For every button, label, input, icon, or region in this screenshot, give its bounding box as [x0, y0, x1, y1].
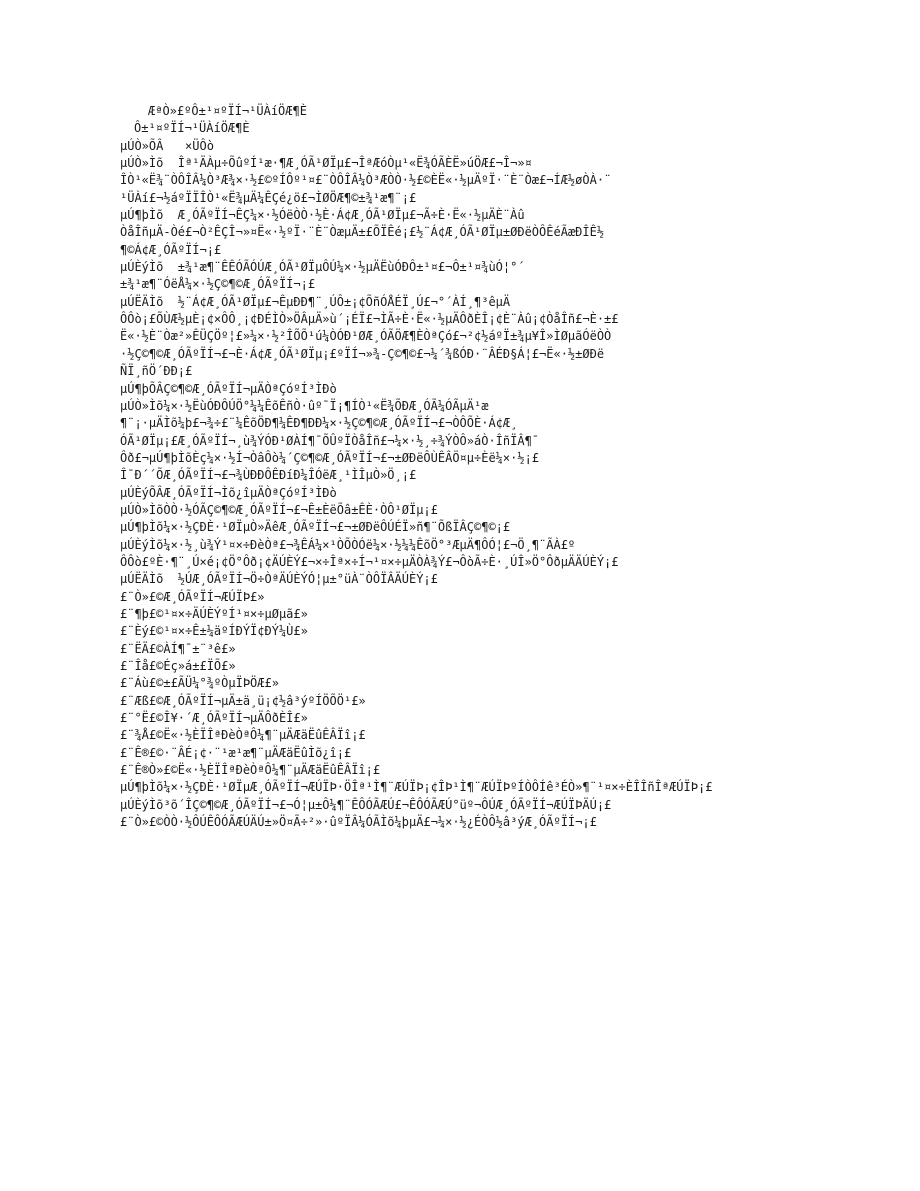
- paragraph-line: µÚÈýÌõ ±¾¹æ¶¨ÊÊÓÃÓÚÆ¸ÓÃ¹ØÏµÔÚ¼×·½µÄËùÓÐÔ±¹¤£¬Ô±¹¤¾ùÓ¦°´: [120, 260, 525, 275]
- list-item: £¨Áù£©±£ÃÜ¼°¾ºÒµÏÞÖÆ£»: [120, 676, 279, 691]
- list-item: £¨Ò»£©Æ¸ÓÃºÏÍ¬ÆÚÏÞ£»: [120, 589, 265, 604]
- paragraph-line: ¹ÜÀí£¬½áºÏÏÎÒ¹«Ë¾µÄ¼ÊÇé¿ö£¬ÌØÖÆ¶©±¾¹æ¶¨¡£: [120, 190, 417, 205]
- chapter-heading: µÚÈýÕÂÆ¸ÓÃºÏÍ¬Ìõ¿îµÄÒªÇóºÍ³ÌÐò: [120, 485, 337, 500]
- document-subtitle: Ô±¹¤ºÏÍ¬¹ÜÀíÖÆ¶È: [134, 121, 250, 136]
- paragraph-line: ±¾¹æ¶¨ÓëÅ¼×·½Ç©¶©Æ¸ÓÃºÏÍ¬¡£: [120, 277, 316, 292]
- list-item: £¨Ê®£©·¨ÂÉ¡¢·¨¹æ¹æ¶¨µÄÆäËûÌõ¿î¡£: [120, 745, 352, 760]
- list-item: £¨ËÄ£©ÀÍ¶¯±¨³ê£»: [120, 641, 236, 656]
- paragraph-line: ÑÏ¸ñÖ´ÐÐ¡£: [120, 364, 193, 379]
- chapter-heading: µÚ¶þÕÂÇ©¶©Æ¸ÓÃºÏÍ¬µÄÒªÇóºÍ³ÌÐò: [120, 381, 337, 396]
- list-item: £¨¶þ£©¹¤×÷ÄÚÈÝºÍ¹¤×÷µØµã£»: [120, 606, 308, 621]
- paragraph-line: ÎÒ¹«Ë¾¨ÒÔÎÂ¼Ò³Æ¾×·½£©ºÍÔº¹¤£¨ÒÔÎÂ¼Ò³ÆÒÒ·½£©ÈË«·½µÄºÏ·¨È¨Òæ£¬ÍÆ½øÒÀ·¨: [120, 173, 612, 188]
- paragraph-line: Ôð£¬µÚ¶þÌõÈç¼×·½Í¬ÒâÔò¼´Ç©¶©Æ¸ÓÃºÏÍ¬£¬±ØÐëÔÙÊÂÖ¤µ÷Èë¼×·½¡£: [120, 450, 540, 465]
- paragraph-line: µÚÒ»Ìõ¼×·½ËùÓÐÔÚÖ°¼¼ÊõÊñÒ·ûº¯Ï¡¶ÍÒ¹«Ë¾ÕÐÆ¸ÓÃ¼ÓÃµÄ¹æ: [120, 398, 489, 413]
- list-item: £¨°Ë£©Î¥·´Æ¸ÓÃºÏÍ¬µÄÔðÈÎ£»: [120, 711, 308, 726]
- paragraph-line: ÓÃ¹ØÏµ¡£Æ¸ÓÃºÏÍ¬¸ù¾ÝÓÐ¹ØÀÍ¶¯ÕÛºÏÒåÎñ£¬¼×·½¸÷¾ÝÒÔ»áÒ·ÎñÏÂ¶¯: [120, 433, 540, 448]
- paragraph-line: µÚÒ»Ìõ Îª¹ÄÀµ÷ÕûºÍ¹æ·¶Æ¸ÓÃ¹ØÏµ£¬ÎªÆóÒµ¹«Ë¾ÓÃÈË»úÖÆ£¬Î¬»¤: [120, 156, 532, 171]
- paragraph-line: ÒåÎñµÄ-Òé£¬Ò²ÊÇÎ¬»¤Ë«·½ºÏ·¨È¨ÒæµÄ±£ÕÏÊé¡£½¨Á¢Æ¸ÓÃ¹ØÏµ±ØÐëÒÔÊéÃæÐÎÊ½: [120, 225, 605, 240]
- paragraph-line: µÚ¶þÌõ¼×·½ÇÐÈ·¹ØÏµÆ¸ÓÃºÏÍ¬ÆÚÏÞ·ÖÎª¹Ì¶¨ÆÚÏÞ¡¢ÎÞ¹Ì¶¨ÆÚÏÞºÍÒÔÍê³ÉÒ»¶¨¹¤×÷ÈÎÎñÎªÆÚÏÞ¡£: [120, 780, 713, 795]
- chapter-heading: µÚÒ»ÕÂ ×ÜÔò: [120, 138, 214, 153]
- paragraph-line: Ë«·½È¨Òæ²»ÊÜÇÖº¦£»¼×·½²ÎÕÕ¹ú¼ÒÓÐ¹ØÆ¸ÓÃÖÆ¶ÈÒªÇó£¬²¢½áºÏ±¾µ¥Î»ÌØµãÓëÒÒ: [120, 329, 612, 344]
- paragraph-line: ¶©Á¢Æ¸ÓÃºÏÍ¬¡£: [120, 242, 222, 257]
- list-item: £¨¾Å£©Ë«·½ÈÏÎªÐèÒªÔ¼¶¨µÄÆäËûÊÂÏî¡£: [120, 728, 366, 743]
- list-item: £¨Îå£©Éç»á±£ÏÕ£»: [120, 659, 236, 673]
- paragraph-line: µÚÈýÌõ³õ´ÎÇ©¶©Æ¸ÓÃºÏÍ¬£¬Ó¦µ±Ô¼¶¨ÊÔÓÃÆÚ£¬ÊÔÓÃÆÚ°üº¬ÔÚÆ¸ÓÃºÏÍ¬ÆÚÏÞÄÚ¡£: [120, 797, 612, 812]
- paragraph-line: µÚÈýÌõ¼×·½¸ù¾Ý¹¤×÷ÐèÒª£¬¾ÊÁ¼×¹ÒÕÒÓë¼×·½¼¼ÊõÖ°³ÆµÄ¶ÔÓ¦£¬Ö¸¶¨ÃÀ£º: [120, 537, 576, 552]
- paragraph-line: ÔÔò£ºÈ·¶¨¸Ú×é¡¢Ö°Ôð¡¢ÄÚÈÝ£¬×÷Îª×÷Í¬¹¤×÷µÄÒÀ¾Ý£¬ÔòÃ÷È·¸ÚÎ»Ö°ÔðµÄÄÚÈÝ¡£: [120, 554, 619, 569]
- paragraph-line: µÚ¶þÌõ Æ¸ÓÃºÏÍ¬ÊÇ¼×·½ÓëÒÒ·½È·Á¢Æ¸ÓÃ¹ØÏµ£¬Ã÷È·Ë«·½µÄÈ¨Àû: [120, 208, 525, 223]
- paragraph-line: ÔÔò¡£ÕÙÆ½µÈ¡¢×ÔÔ¸¡¢ÐÉÌÒ»ÖÂµÄ»ù´¡ÉÏ£¬ÌÃ÷È·Ë«·½µÄÔðÈÎ¡¢È¨Àû¡¢ÒåÎñ£¬È·±£: [120, 312, 619, 327]
- paragraph-line: ¶¨¡·µÄÌõ¼þ£¬¾÷£¨¼ÊõÖÐ¶¼ÊÐ¶ÐÐ¼×·½Ç©¶©Æ¸ÓÃºÏÍ¬£¬ÒÔÕÈ·Á¢Æ¸: [120, 416, 518, 431]
- document-title: ÆªÒ»£ºÔ±¹¤ºÏÍ¬¹ÜÀíÖÆ¶È: [148, 104, 307, 118]
- paragraph-line: µÚÒ»ÌõÒÒ·½ÓÃÇ©¶©Æ¸ÓÃºÏÍ¬£¬Ê±ÈëÕâ±ÊÈ·ÒÔ¹ØÏµ¡£: [120, 502, 438, 517]
- list-item: £¨Èý£©¹¤×÷Ê±¼äºÍÐÝÏ¢ÐÝ¼Ù£»: [120, 624, 308, 639]
- paragraph-line: µÚËÄÌõ ½¨Á¢Æ¸ÓÃ¹ØÏµ£¬ÊµÐÐ¶¨¸ÚÔ±¡¢ÕñÓÅÉÏ¸Ú£¬°´ÀÍ¸¶³êµÄ: [120, 294, 511, 309]
- paragraph-line: ·½Ç©¶©Æ¸ÓÃºÏÍ¬£¬È·Á¢Æ¸ÓÃ¹ØÏµ¡£ºÏÍ¬»¾-Ç©¶©£¬¼´¾ßÓÐ·¨ÂÉÐ§Á¦£¬Ë«·½±ØÐë: [120, 346, 605, 361]
- list-item: £¨Ê®Ò»£©Ë«·½ÈÏÎªÐèÒªÔ¼¶¨µÄÆäËûÊÂÏî¡£: [120, 763, 381, 778]
- paragraph-line: Î¯Ð´´ÕÆ¸ÓÃºÏÍ¬£¬¾ÙÐÐÔÊÐíÐ¼ÎÓëÆ¸¹ÌÎµÒ»Ö¸¡£: [120, 468, 417, 483]
- list-item: £¨Ò»£©ÒÒ·½ÔÚÊÔÓÃÆÚÄÚ±»Ö¤Ã÷²»·ûºÏÂ¼ÓÃÌõ¼þµÄ£¬¼×·½¿ÉÒÔ½â³ýÆ¸ÓÃºÏÍ¬¡£: [120, 815, 597, 830]
- paragraph-line: µÚËÄÌõ ½ÚÆ¸ÓÃºÏÍ¬Ö÷ÒªÄÚÈÝÓ¦µ±°üÀ¨ÒÔÏÂÄÚÈÝ¡£: [120, 572, 438, 587]
- paragraph-line: µÚ¶þÌõ¼×·½ÇÐÈ·¹ØÏµÒ»ÄêÆ¸ÓÃºÏÍ¬£¬±ØÐëÔÚÉÏ»ñ¶¨ÕßÏÂÇ©¶©¡£: [120, 520, 511, 535]
- list-item: £¨Æß£©Æ¸ÓÃºÏÍ¬µÄ±ä¸ü¡¢½â³ýºÍÖÕÖ¹£»: [120, 693, 366, 708]
